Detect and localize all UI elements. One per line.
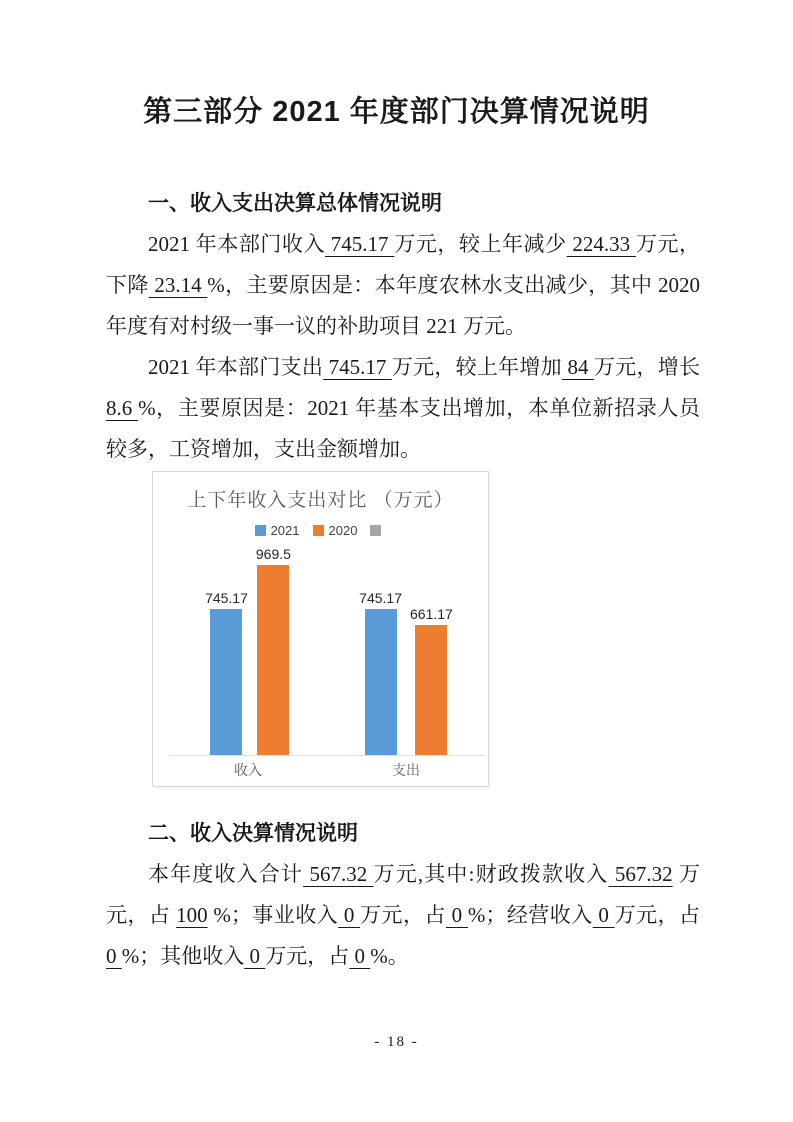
- paragraph-income-overview: 2021 年本部门收入 745.17 万元，较上年减少 224.33 万元，下降 23.14 %，主要原因是：本年度农林水支出减少，其中 2020 年度有对村级一事一议的补助项目 221 万元。: [106, 232, 701, 338]
- legend-label-2020: 2020: [328, 523, 358, 538]
- bar-chart: [152, 471, 489, 787]
- paragraph-expenditure-overview: 2021 年本部门支出 745.17 万元，较上年增加 84 万元，增长 8.6 %，主要原因是：2021 年基本支出增加，本单位新招录人员较多，工资增加，支出金额增加。: [106, 355, 701, 461]
- barwrap-2021-expenditure: [359, 590, 402, 755]
- bar-label-2021-expenditure: 745.17: [359, 590, 402, 606]
- chart-category-axis: [169, 760, 485, 780]
- paragraph-income-detail: 本年度收入合计 567.32 万元,其中:财政拨款收入 567.32 万元，占 100 %；事业收入 0 万元，占 0 %；经营收入 0 万元，占 0 %；其他收入 0 万元，占 0 %。: [106, 862, 701, 968]
- section-heading-2: 二、收入决算情况说明: [148, 822, 358, 845]
- bar-2020-income: [257, 565, 289, 755]
- barwrap-2021-income: [205, 590, 248, 755]
- barwrap-2020-expenditure: [410, 606, 453, 755]
- category-label-expenditure: 支出: [392, 762, 420, 778]
- bar-label-2021-income: 745.17: [205, 590, 248, 606]
- bar-2020-expenditure: [415, 625, 447, 755]
- barwrap-2020-income: [256, 546, 291, 755]
- bar-label-2020-income: 969.5: [255, 546, 291, 562]
- bar-label-2020-expenditure: 661.17: [410, 606, 453, 622]
- bar-group-income: [169, 534, 327, 755]
- bar-2021-income: [210, 609, 242, 755]
- section-heading-1: 一、收入支出决算总体情况说明: [148, 192, 442, 215]
- category-label-income: 收入: [234, 762, 262, 778]
- chart-title: 上下年收入支出对比 （万元）: [187, 490, 454, 511]
- page-number: - 18 -: [374, 1034, 419, 1050]
- bar-2021-expenditure: [365, 609, 397, 755]
- legend-label-2021: 2021: [270, 523, 300, 538]
- page-title: 第三部分 2021 年度部门决算情况说明: [143, 96, 650, 128]
- document-body: [106, 183, 700, 977]
- chart-plot-area: [169, 534, 485, 756]
- bar-group-expenditure: [327, 534, 485, 755]
